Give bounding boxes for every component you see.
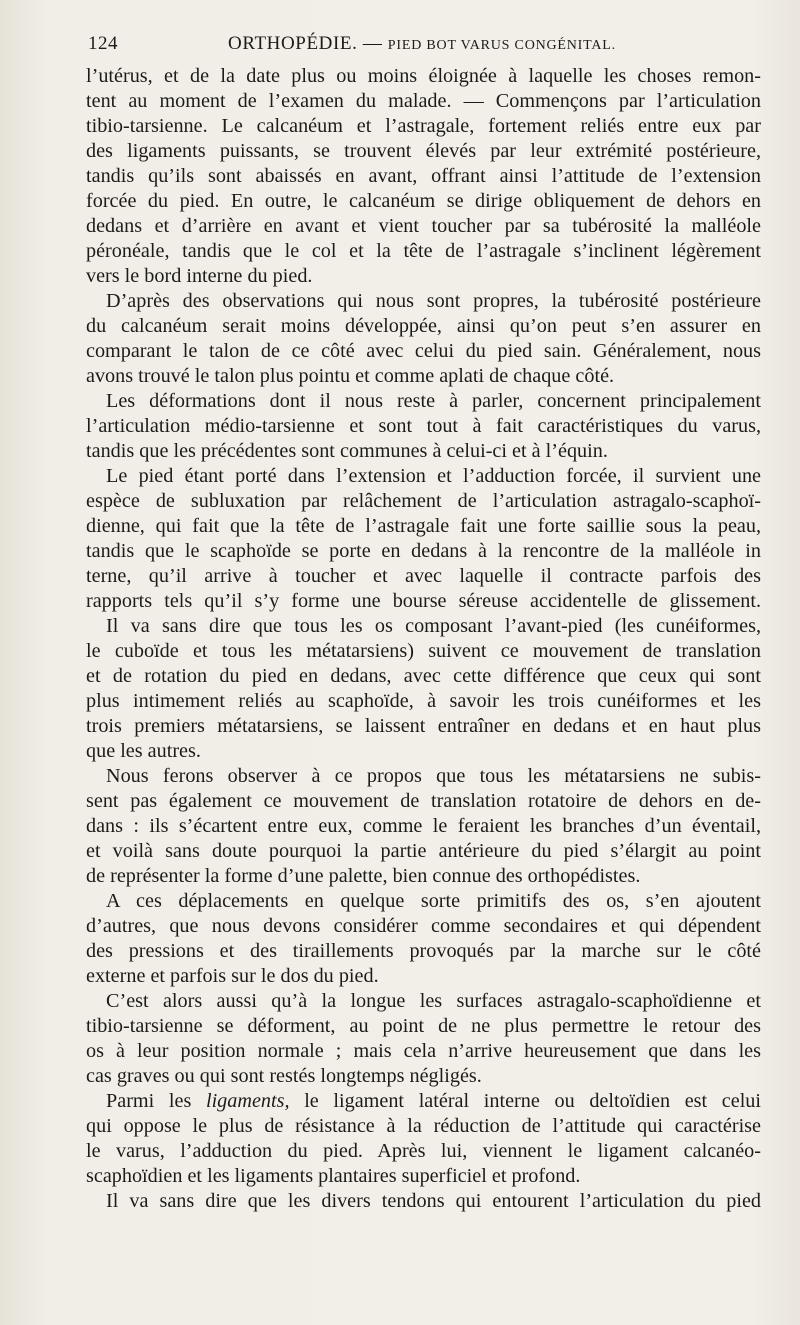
- running-title-main: ORTHOPÉDIE. —: [228, 33, 383, 54]
- italic-term: ligaments,: [205, 1090, 290, 1112]
- running-header: [88, 33, 758, 63]
- text-line: rapports tels qu’il s’y forme une bourse séreuse accidentelle de glissement.: [86, 590, 761, 612]
- text-line: Le pied étant porté dans l’extension et l’adduction forcée, il survient une: [106, 465, 761, 487]
- text-line: Nous ferons observer à ce propos que tous les métatarsiens ne subis-: [106, 765, 761, 787]
- text-line: espèce de subluxation par relâchement de l’articulation astragalo-scaphoï-: [86, 490, 761, 512]
- text-line: Il va sans dire que tous les os composant l’avant-pied (les cunéiformes,: [106, 615, 761, 637]
- text-line: D’après des observations qui nous sont propres, la tubérosité postérieure: [106, 290, 761, 312]
- text-line: dans : ils s’écartent entre eux, comme le feraient les branches d’un éventail,: [86, 815, 761, 837]
- text-line: et de rotation du pied en dedans, avec cette différence que ceux qui sont: [86, 665, 761, 687]
- text-line: l’utérus, et de la date plus ou moins éloignée à laquelle les choses remon-: [86, 65, 761, 87]
- running-title: [228, 33, 616, 55]
- text-line: tent au moment de l’examen du malade. — Commençons par l’articulation: [86, 90, 761, 112]
- text-line: et voilà sans doute pourquoi la partie antérieure du pied s’élargit au point: [86, 840, 761, 862]
- text-line: A ces déplacements en quelque sorte primitifs des os, s’en ajoutent: [106, 890, 761, 912]
- text-line: tibio-tarsienne. Le calcanéum et l’astragale, fortement reliés entre eux par: [86, 115, 761, 137]
- text-line: le cuboïde et tous les métatarsiens) suivent ce mouvement de translation: [86, 640, 761, 662]
- text-line: tandis que les précédentes sont communes à celui-ci et à l’équin.: [86, 440, 608, 462]
- text-line: externe et parfois sur le dos du pied.: [86, 965, 379, 987]
- text-line: le varus, l’adduction du pied. Après lui, viennent le ligament calcanéo-: [86, 1140, 761, 1162]
- text-line: os à leur position normale ; mais cela n’arrive heureusement que dans les: [86, 1040, 761, 1062]
- text-line: dienne, qui fait que la tête de l’astragale fait une forte saillie sous la peau,: [86, 515, 761, 537]
- text-line: tibio-tarsienne se déforment, au point de ne plus permettre le retour des: [86, 1015, 761, 1037]
- page-number: 124: [88, 33, 118, 54]
- text-line: vers le bord interne du pied.: [86, 265, 313, 287]
- text-line: péronéale, tandis que le col et la tête de l’astragale s’inclinent légèrement: [86, 240, 761, 262]
- text-line: comparant le talon de ce côté avec celui du pied sain. Généralement, nous: [86, 340, 761, 362]
- text-line: trois premiers métatarsiens, se laissent entraîner en dedans et en haut plus: [86, 715, 761, 737]
- text-line: cas graves ou qui sont restés longtemps négligés.: [86, 1065, 482, 1087]
- text-line: d’autres, que nous devons considérer comme secondaires et qui dépendent: [86, 915, 761, 937]
- text-line: des pressions et des tiraillements provoqués par la marche sur le côté: [86, 940, 761, 962]
- text-line: Il va sans dire que les divers tendons qui entourent l’articulation du pied: [106, 1190, 761, 1212]
- running-title-subtitle: PIED BOT VARUS CONGÉNITAL.: [387, 38, 616, 53]
- text-line: tandis que le scaphoïde se porte en dedans à la rencontre de la malléole in: [86, 540, 761, 562]
- text-line: du calcanéum serait moins développée, ainsi qu’on peut s’en assurer en: [86, 315, 761, 337]
- text-line: C’est alors aussi qu’à la longue les surfaces astragalo-scaphoïdienne et: [106, 990, 761, 1012]
- text-line: qui oppose le plus de résistance à la réduction de l’attitude qui caractérise: [86, 1115, 761, 1137]
- text-line: l’articulation médio-tarsienne et sont tout à fait caractéristiques du varus,: [86, 415, 761, 437]
- text-line: [106, 1089, 761, 1114]
- text-line: scaphoïdien et les ligaments plantaires superficiel et profond.: [86, 1165, 581, 1187]
- text-line: terne, qu’il arrive à toucher et avec laquelle il contracte parfois des: [86, 565, 761, 587]
- text-line: de représenter la forme d’une palette, bien connue des orthopédistes.: [86, 865, 641, 887]
- text-span: le ligament latéral interne ou deltoïdien est celui: [304, 1090, 762, 1112]
- text-line: des ligaments puissants, se trouvent élevés par leur extrémité postérieure,: [86, 140, 761, 162]
- text-line: forcée du pied. En outre, le calcanéum se dirige obliquement de dehors en: [86, 190, 761, 212]
- text-line: plus intimement reliés au scaphoïde, à savoir les trois cunéiformes et les: [86, 690, 761, 712]
- text-line: sent pas également ce mouvement de translation rotatoire de dehors en de-: [86, 790, 761, 812]
- text-line: tandis qu’ils sont abaissés en avant, offrant ainsi l’attitude de l’extension: [86, 165, 761, 187]
- text-line: Les déformations dont il nous reste à parler, concernent principalement: [106, 390, 761, 412]
- text-line: que les autres.: [86, 740, 201, 762]
- text-span: Parmi les: [106, 1090, 192, 1112]
- text-line: dedans et d’arrière en avant et vient toucher par sa tubérosité la malléole: [86, 215, 761, 237]
- text-line: avons trouvé le talon plus pointu et comme aplati de chaque côté.: [86, 365, 615, 387]
